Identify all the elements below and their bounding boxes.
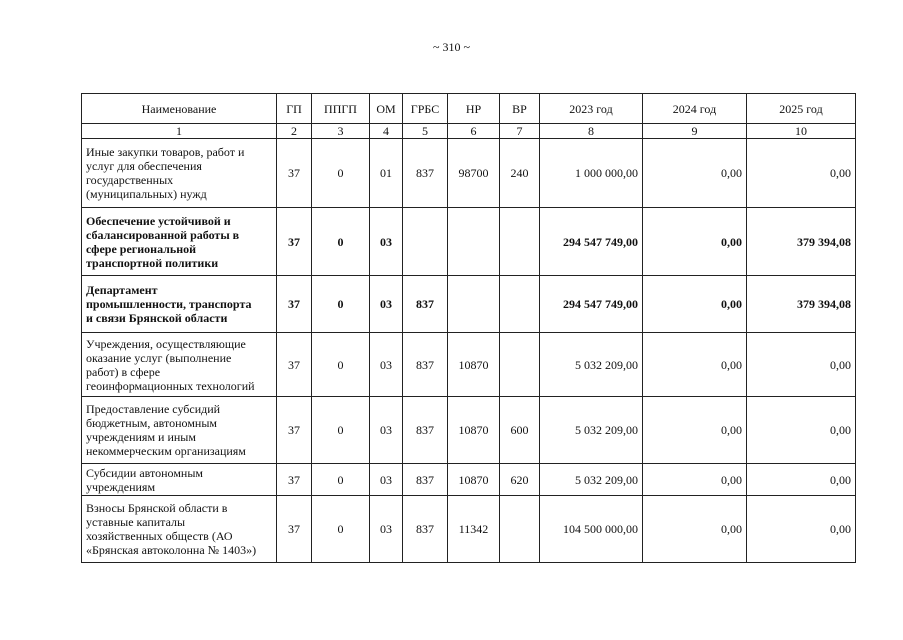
header-row bbox=[82, 94, 856, 124]
cell-name-line: уставные капиталы bbox=[86, 515, 186, 529]
header-om: ОМ bbox=[370, 94, 403, 124]
cell-name-line: оказание услуг (выполнение bbox=[86, 350, 232, 365]
cell-nr: 10870 bbox=[448, 333, 500, 397]
cell-grbs: 837 bbox=[403, 464, 448, 496]
table-row bbox=[82, 139, 856, 208]
cell-vr bbox=[500, 276, 540, 333]
cell-name-line: сбалансированной работы в bbox=[86, 227, 240, 242]
cell-vr: 240 bbox=[500, 139, 540, 208]
cell-2023: 104 500 000,00 bbox=[540, 496, 643, 563]
cell-2023: 294 547 749,00 bbox=[540, 208, 643, 276]
cell-2024: 0,00 bbox=[643, 333, 747, 397]
column-number: 10 bbox=[747, 124, 856, 139]
cell-2025: 379 394,08 bbox=[747, 276, 856, 333]
cell-name-line: (муниципальных) нужд bbox=[86, 187, 207, 201]
cell-ppgp: 0 bbox=[312, 333, 370, 397]
column-number-row bbox=[82, 124, 856, 139]
cell-name-line: промышленности, транспорта bbox=[86, 297, 252, 311]
table-row bbox=[82, 464, 856, 496]
cell-om: 01 bbox=[370, 139, 403, 208]
cell-ppgp: 0 bbox=[312, 397, 370, 464]
header-vr: ВР bbox=[500, 94, 540, 124]
cell-name-line: учреждениям bbox=[86, 479, 156, 494]
header-gp: ГП bbox=[277, 94, 312, 124]
table-row bbox=[82, 397, 856, 464]
cell-grbs: 837 bbox=[403, 276, 448, 333]
cell-2023: 294 547 749,00 bbox=[540, 276, 643, 333]
cell-name-line: некоммерческим организациям bbox=[86, 444, 246, 458]
cell-gp: 37 bbox=[277, 276, 312, 333]
cell-nr bbox=[448, 208, 500, 276]
cell-2024: 0,00 bbox=[643, 397, 747, 464]
cell-grbs: 837 bbox=[403, 496, 448, 563]
cell-name-line: Департамент bbox=[86, 283, 158, 297]
cell-2023: 5 032 209,00 bbox=[540, 333, 643, 397]
cell-name-line: Иные закупки товаров, работ и bbox=[86, 145, 245, 159]
cell-2024: 0,00 bbox=[643, 496, 747, 563]
cell-gp: 37 bbox=[277, 333, 312, 397]
cell-name-line: Взносы Брянской области в bbox=[86, 501, 228, 515]
cell-2023: 1 000 000,00 bbox=[540, 139, 643, 208]
cell-om: 03 bbox=[370, 397, 403, 464]
cell-2024: 0,00 bbox=[643, 276, 747, 333]
cell-name bbox=[82, 397, 277, 464]
cell-2024: 0,00 bbox=[643, 139, 747, 208]
cell-vr bbox=[500, 496, 540, 563]
cell-name-line: учреждениям и иным bbox=[86, 430, 196, 444]
header-2023: 2023 год bbox=[540, 94, 643, 124]
cell-name-line: «Брянская автоколонна № 1403») bbox=[86, 543, 257, 557]
cell-grbs bbox=[403, 208, 448, 276]
cell-vr bbox=[500, 333, 540, 397]
cell-grbs: 837 bbox=[403, 397, 448, 464]
cell-2025: 0,00 bbox=[747, 397, 856, 464]
cell-2025: 0,00 bbox=[747, 139, 856, 208]
cell-gp: 37 bbox=[277, 464, 312, 496]
cell-om: 03 bbox=[370, 333, 403, 397]
cell-nr: 10870 bbox=[448, 397, 500, 464]
cell-gp: 37 bbox=[277, 397, 312, 464]
cell-name bbox=[82, 464, 277, 496]
header-2025: 2025 год bbox=[747, 94, 856, 124]
cell-grbs: 837 bbox=[403, 333, 448, 397]
table-row bbox=[82, 276, 856, 333]
cell-nr: 98700 bbox=[448, 139, 500, 208]
cell-2025: 379 394,08 bbox=[747, 208, 856, 276]
cell-2025: 0,00 bbox=[747, 333, 856, 397]
column-number: 7 bbox=[500, 124, 540, 139]
cell-grbs: 837 bbox=[403, 139, 448, 208]
cell-nr: 11342 bbox=[448, 496, 500, 563]
cell-2024: 0,00 bbox=[643, 208, 747, 276]
cell-ppgp: 0 bbox=[312, 496, 370, 563]
cell-name-line: Учреждения, осуществляющие bbox=[86, 336, 246, 351]
cell-name-line: транспортной политики bbox=[86, 255, 219, 270]
cell-gp: 37 bbox=[277, 139, 312, 208]
cell-name bbox=[82, 208, 277, 276]
cell-vr: 620 bbox=[500, 464, 540, 496]
cell-name-line: Предоставление субсидий bbox=[86, 402, 221, 416]
cell-name-line: государственных bbox=[86, 173, 174, 187]
cell-nr bbox=[448, 276, 500, 333]
cell-2024: 0,00 bbox=[643, 464, 747, 496]
table-body bbox=[82, 139, 856, 563]
header-ppgp: ППГП bbox=[312, 94, 370, 124]
cell-2025: 0,00 bbox=[747, 496, 856, 563]
cell-name bbox=[82, 276, 277, 333]
cell-name-line: услуг для обеспечения bbox=[86, 159, 202, 173]
cell-name-line: бюджетным, автономным bbox=[86, 416, 217, 430]
cell-vr: 600 bbox=[500, 397, 540, 464]
header-2024: 2024 год bbox=[643, 94, 747, 124]
cell-om: 03 bbox=[370, 496, 403, 563]
header-name: Наименование bbox=[82, 94, 277, 124]
column-number: 4 bbox=[370, 124, 403, 139]
page-number: ~ 310 ~ bbox=[433, 40, 470, 54]
header-grbs: ГРБС bbox=[403, 94, 448, 124]
cell-om: 03 bbox=[370, 208, 403, 276]
cell-name-line: работ) в сфере bbox=[86, 364, 161, 379]
cell-2023: 5 032 209,00 bbox=[540, 464, 643, 496]
cell-nr: 10870 bbox=[448, 464, 500, 496]
cell-name-line: Обеспечение устойчивой и bbox=[86, 213, 231, 228]
cell-2025: 0,00 bbox=[747, 464, 856, 496]
column-number: 3 bbox=[312, 124, 370, 139]
cell-name-line: Субсидии автономным bbox=[86, 465, 203, 480]
cell-om: 03 bbox=[370, 276, 403, 333]
cell-gp: 37 bbox=[277, 208, 312, 276]
column-number: 5 bbox=[403, 124, 448, 139]
column-number: 8 bbox=[540, 124, 643, 139]
table-row bbox=[82, 208, 856, 276]
cell-name-line: и связи Брянской области bbox=[86, 311, 228, 325]
table-row bbox=[82, 333, 856, 397]
cell-ppgp: 0 bbox=[312, 276, 370, 333]
cell-name-line: геоинформационных технологий bbox=[86, 378, 255, 393]
cell-name-line: сфере региональной bbox=[86, 241, 197, 256]
cell-ppgp: 0 bbox=[312, 139, 370, 208]
column-number: 1 bbox=[82, 124, 277, 139]
header-nr: НР bbox=[448, 94, 500, 124]
table-row bbox=[82, 496, 856, 563]
cell-vr bbox=[500, 208, 540, 276]
cell-name bbox=[82, 333, 277, 397]
budget-table bbox=[81, 93, 856, 563]
cell-ppgp: 0 bbox=[312, 208, 370, 276]
cell-2023: 5 032 209,00 bbox=[540, 397, 643, 464]
cell-gp: 37 bbox=[277, 496, 312, 563]
cell-ppgp: 0 bbox=[312, 464, 370, 496]
cell-name bbox=[82, 139, 277, 208]
cell-om: 03 bbox=[370, 464, 403, 496]
cell-name-line: хозяйственных обществ (АО bbox=[86, 529, 233, 543]
column-number: 9 bbox=[643, 124, 747, 139]
column-number: 2 bbox=[277, 124, 312, 139]
cell-name bbox=[82, 496, 277, 563]
column-number: 6 bbox=[448, 124, 500, 139]
